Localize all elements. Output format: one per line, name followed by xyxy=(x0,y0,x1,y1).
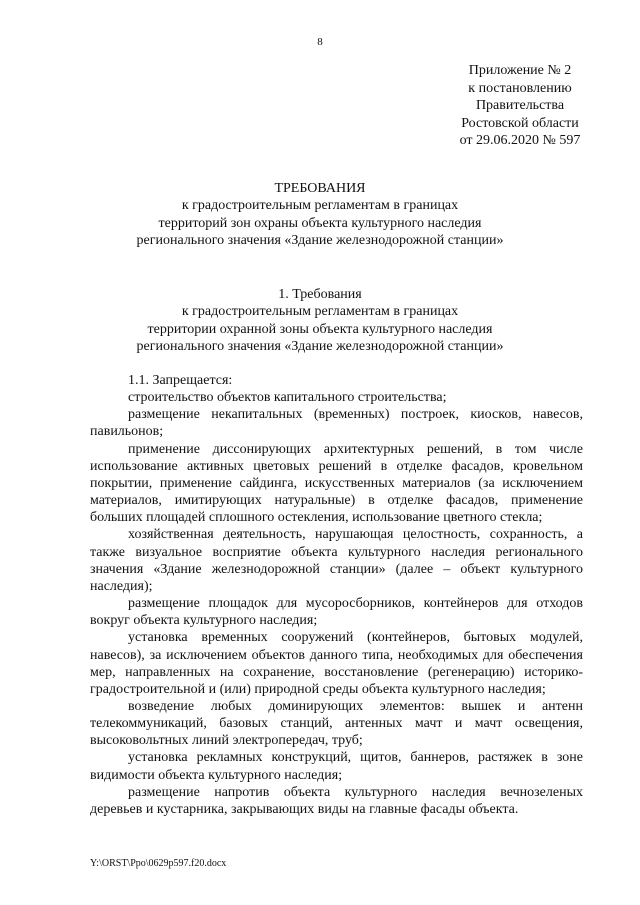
appendix-line: Правительства xyxy=(475,98,565,113)
page-number: 8 xyxy=(317,36,323,48)
document-body xyxy=(90,372,583,818)
title-line: регионального значения «Здание железнодорожной станции» xyxy=(136,232,504,248)
section-title-line: 1. Требования xyxy=(278,287,362,302)
title-line: к градостроительным регламентам в границах xyxy=(181,198,459,214)
paragraph: возведение любых доминирующих элементов: вышек и антенн телекоммуникаций, базовых станций, антенных мачт и мачт освещения, высоковольтных линий электропередач, труб; xyxy=(90,698,583,749)
paragraph-subsection-heading: 1.1. Запрещается: xyxy=(128,373,233,388)
appendix-header xyxy=(440,62,600,150)
title-line: территорий зон охраны объекта культурного наследия xyxy=(158,215,482,231)
paragraph: применение диссонирующих архитектурных решений, в том числе использование активных цветовых решений в отделке фасадов, кровельном покрытии, применение сайдинга, искусственных материалов (за исключением материалов, имитирующих натуральные) в отделке фасадов, применение больших площадей сплошного остекления, использование цветного стекла; xyxy=(90,441,583,526)
section-title-line: регионального значения «Здание железнодорожной станции» xyxy=(136,338,504,354)
paragraph: размещение площадок для мусоросборников, контейнеров для отходов вокруг объекта культурного наследия; xyxy=(90,596,583,629)
section-title-line: территории охранной зоны объекта культурного наследия xyxy=(147,321,493,337)
paragraph: хозяйственная деятельность, нарушающая целостность, сохранность, а также визуальное восприятие объекта культурного наследия регионального значения «Здание железнодорожной станции» (далее – объект культурного наследия); xyxy=(90,527,583,594)
section-title-line: к градостроительным регламентам в границах xyxy=(181,304,459,320)
paragraph: установка рекламных конструкций, щитов, баннеров, растяжек в зоне видимости объекта культурного наследия; xyxy=(90,750,583,783)
paragraph: размещение напротив объекта культурного наследия вечнозеленых деревьев и кустарника, закрывающих виды на главные фасады объекта. xyxy=(90,784,583,817)
document-title xyxy=(60,180,580,249)
appendix-line: Ростовской области xyxy=(461,115,579,131)
file-path-footer: Y:\ORST\Ppo\0629p597.f20.docx xyxy=(90,858,227,869)
title-line: ТРЕБОВАНИЯ xyxy=(274,181,366,196)
paragraph: строительство объектов капитального строительства; xyxy=(128,390,447,406)
section-title xyxy=(60,286,580,355)
appendix-line: от 29.06.2020 № 597 xyxy=(459,133,581,148)
appendix-line: Приложение № 2 xyxy=(468,63,572,78)
appendix-line: к постановлению xyxy=(468,80,572,96)
paragraph: размещение некапитальных (временных) построек, киосков, навесов, павильонов; xyxy=(90,407,583,440)
paragraph: установка временных сооружений (контейнеров, бытовых модулей, навесов), за исключением объектов данного типа, необходимых для обеспечения мер, направленных на сохранение, восстановление (регенерацию) историко-градостроительной и (или) природной среды объекта культурного наследия; xyxy=(90,630,583,697)
